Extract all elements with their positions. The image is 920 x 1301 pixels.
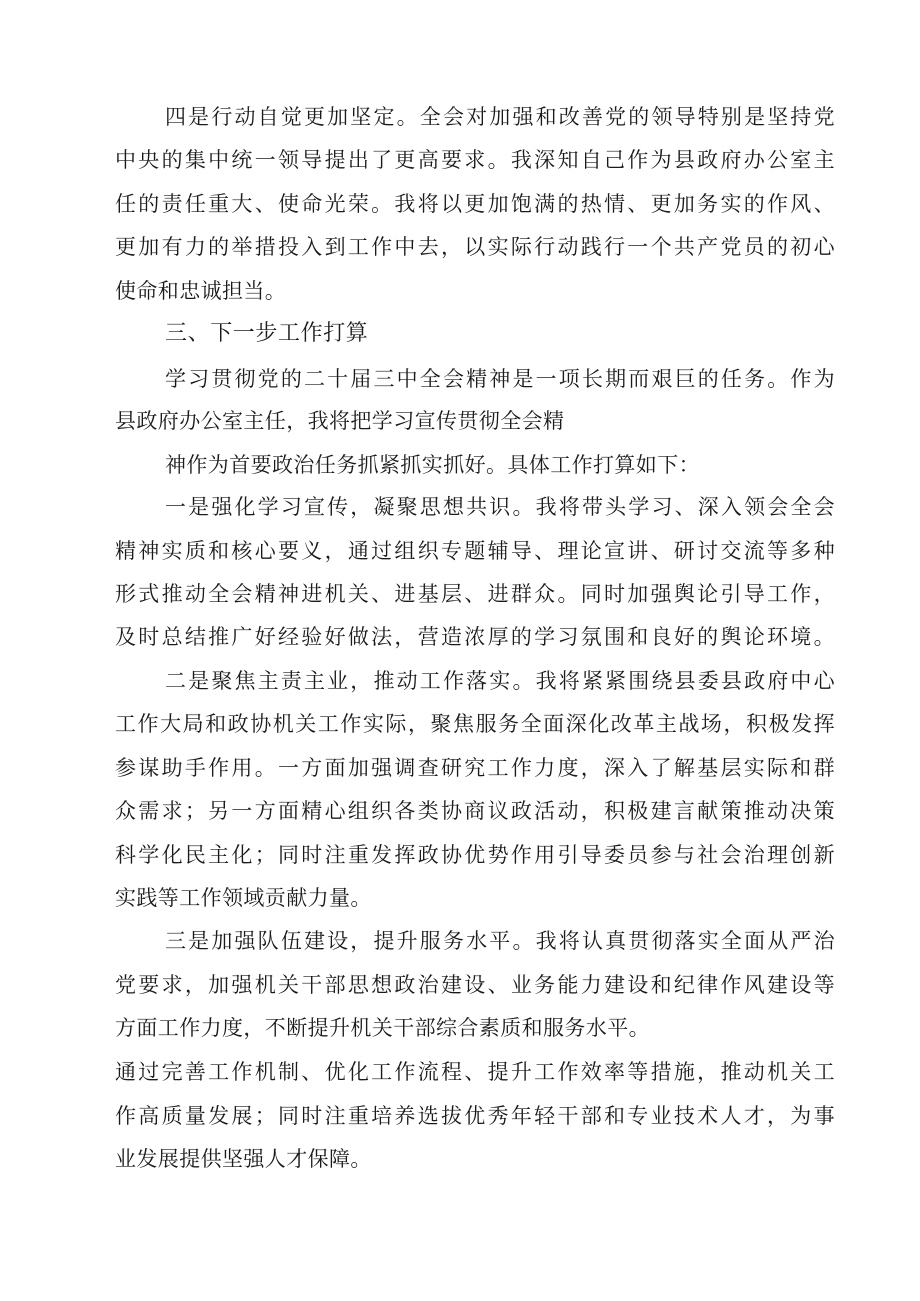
- paragraph-line: 工作大局和政协机关工作实际，聚焦服务全面深化改革主战场，积极发挥: [115, 712, 835, 736]
- paragraph-line: 四是行动自觉更加坚定。全会对加强和改善党的领导特别是坚持党: [165, 105, 835, 129]
- paragraph-line: 作高质量发展；同时注重培养选拔优秀年轻干部和专业技术人才，为事: [115, 1104, 835, 1128]
- paragraph-line: 学习贯彻党的二十届三中全会精神是一项长期而艰巨的任务。作为: [165, 367, 835, 391]
- paragraph-line: 三是加强队伍建设，提升服务水平。我将认真贯彻落实全面从严治: [165, 929, 835, 953]
- paragraph-line: 业发展提供坚强人才保障。: [115, 1147, 372, 1171]
- paragraph-line: 中央的集中统一领导提出了更高要求。我深知自己作为县政府办公室主: [115, 148, 835, 172]
- paragraph-line: 科学化民主化；同时注重发挥政协优势作用引导委员参与社会治理创新: [115, 843, 835, 867]
- paragraph-line: 使命和忠诚担当。: [115, 279, 287, 303]
- paragraph-line: 方面工作力度，不断提升机关干部综合素质和服务水平。: [115, 1016, 650, 1040]
- paragraph-line: 形式推动全会精神进机关、进基层、进群众。同时加强舆论引导工作，: [115, 582, 835, 606]
- paragraph-line: 党要求，加强机关干部思想政治建设、业务能力建设和纪律作风建设等: [115, 973, 835, 997]
- paragraph-line: 神作为首要政治任务抓紧抓实抓好。具体工作打算如下：: [165, 453, 700, 477]
- paragraph-line: 通过完善工作机制、优化工作流程、提升工作效率等措施，推动机关工: [115, 1060, 835, 1084]
- paragraph-line: 众需求；另一方面精心组织各类协商议政活动，积极建言献策推动决策: [115, 799, 835, 823]
- section-heading: 三、下一步工作打算: [165, 321, 369, 346]
- paragraph-line: 任的责任重大、使命光荣。我将以更加饱满的热情、更加务实的作风、: [115, 192, 835, 216]
- paragraph-line: 精神实质和核心要义，通过组织专题辅导、理论宣讲、研讨交流等多种: [115, 539, 835, 563]
- paragraph-line: 二是聚焦主责主业，推动工作落实。我将紧紧围绕县委县政府中心: [165, 669, 835, 693]
- paragraph-line: 更加有力的举措投入到工作中去，以实际行动践行一个共产党员的初心: [115, 235, 835, 259]
- paragraph-line: 实践等工作领域贡献力量。: [115, 886, 372, 910]
- paragraph-line: 参谋助手作用。一方面加强调查研究工作力度，深入了解基层实际和群: [115, 756, 835, 780]
- paragraph-line: 及时总结推广好经验好做法，营造浓厚的学习氛围和良好的舆论环境。: [115, 625, 835, 649]
- paragraph-line: 一是强化学习宣传，凝聚思想共识。我将带头学习、深入领会全会: [165, 495, 835, 519]
- paragraph-line: 县政府办公室主任，我将把学习宣传贯彻全会精: [115, 409, 565, 433]
